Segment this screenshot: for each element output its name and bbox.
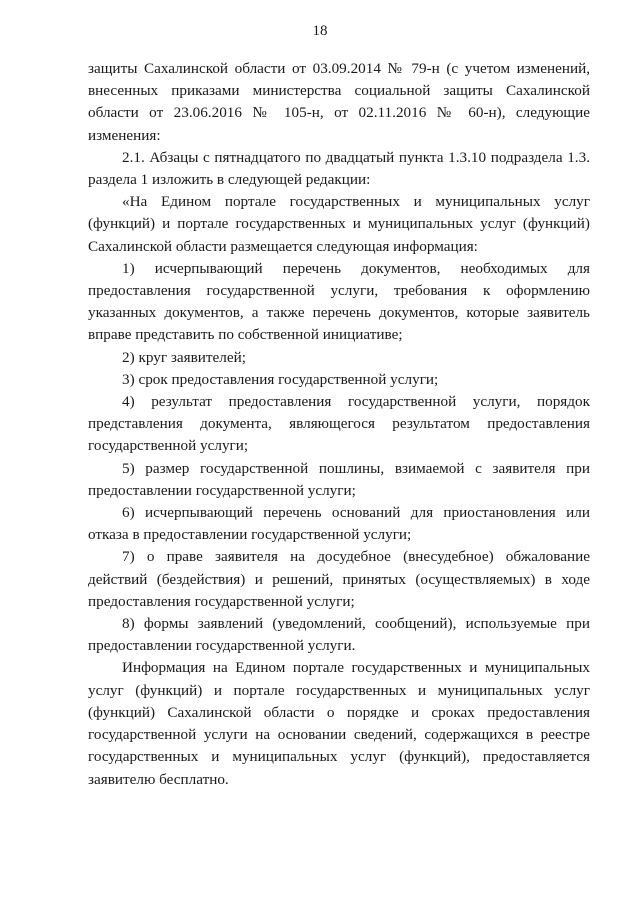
list-item-1: 1) исчерпывающий перечень документов, необходимых для предоставления государственной услуги, требования к оформлению указанных документов, а также перечень документов, которые заявитель вправе представить по собственной инициативе; [88,259,590,344]
page-number: 18 [312,23,328,39]
list-item-6: 6) исчерпывающий перечень оснований для приостановления или отказа в предоставлении государственной услуги; [88,504,590,544]
paragraph-amendment: 2.1. Абзацы с пятнадцатого по двадцатый пункта 1.3.10 подраздела 1.3. раздела 1 изложить в следующей редакции: [88,148,590,189]
list-item-7: 7) о праве заявителя на досудебное (внесудебное) обжалование действий (бездействия) и решений, принятых (осуществляемых) в ходе предоставления государственной услуги; [88,548,590,610]
list-item-4: 4) результат предоставления государственной услуги, порядок представления документа, являющегося результатом предоставления государственной услуги; [88,393,590,455]
list-item-5: 5) размер государственной пошлины, взимаемой с заявителя при предоставлении государственной услуги; [88,459,590,499]
list-item-8: 8) формы заявлений (уведомлений, сообщений), используемые при предоставлении государственной услуги. [88,615,590,655]
paragraph-closing: Информация на Едином портале государственных и муниципальных услуг (функций) и портале государственных и муниципальных услуг (функций) Сахалинской области о порядке и сроках предоставления государственной услуги на основании сведений, содержащихся в реестре государственных и муниципальных услуг (функций), предоставляется заявителю бесплатно. [88,659,590,788]
paragraph-portal-info: «На Едином портале государственных и муниципальных услуг (функций) и портале государственных и муниципальных услуг (функций) Сахалинской области размещается следующая информация: [88,193,590,255]
document-body [88,58,590,791]
list-item-3: 3) срок предоставления государственной услуги; [122,370,439,388]
list-item-2: 2) круг заявителей; [122,348,246,366]
paragraph-intro: защиты Сахалинской области от 03.09.2014 № 79-н (с учетом изменений, внесенных приказами министерства социальной защиты Сахалинской области от 23.06.2016 № 105-н, от 02.11.2016 № 60-н), следующие изменения: [88,60,590,144]
